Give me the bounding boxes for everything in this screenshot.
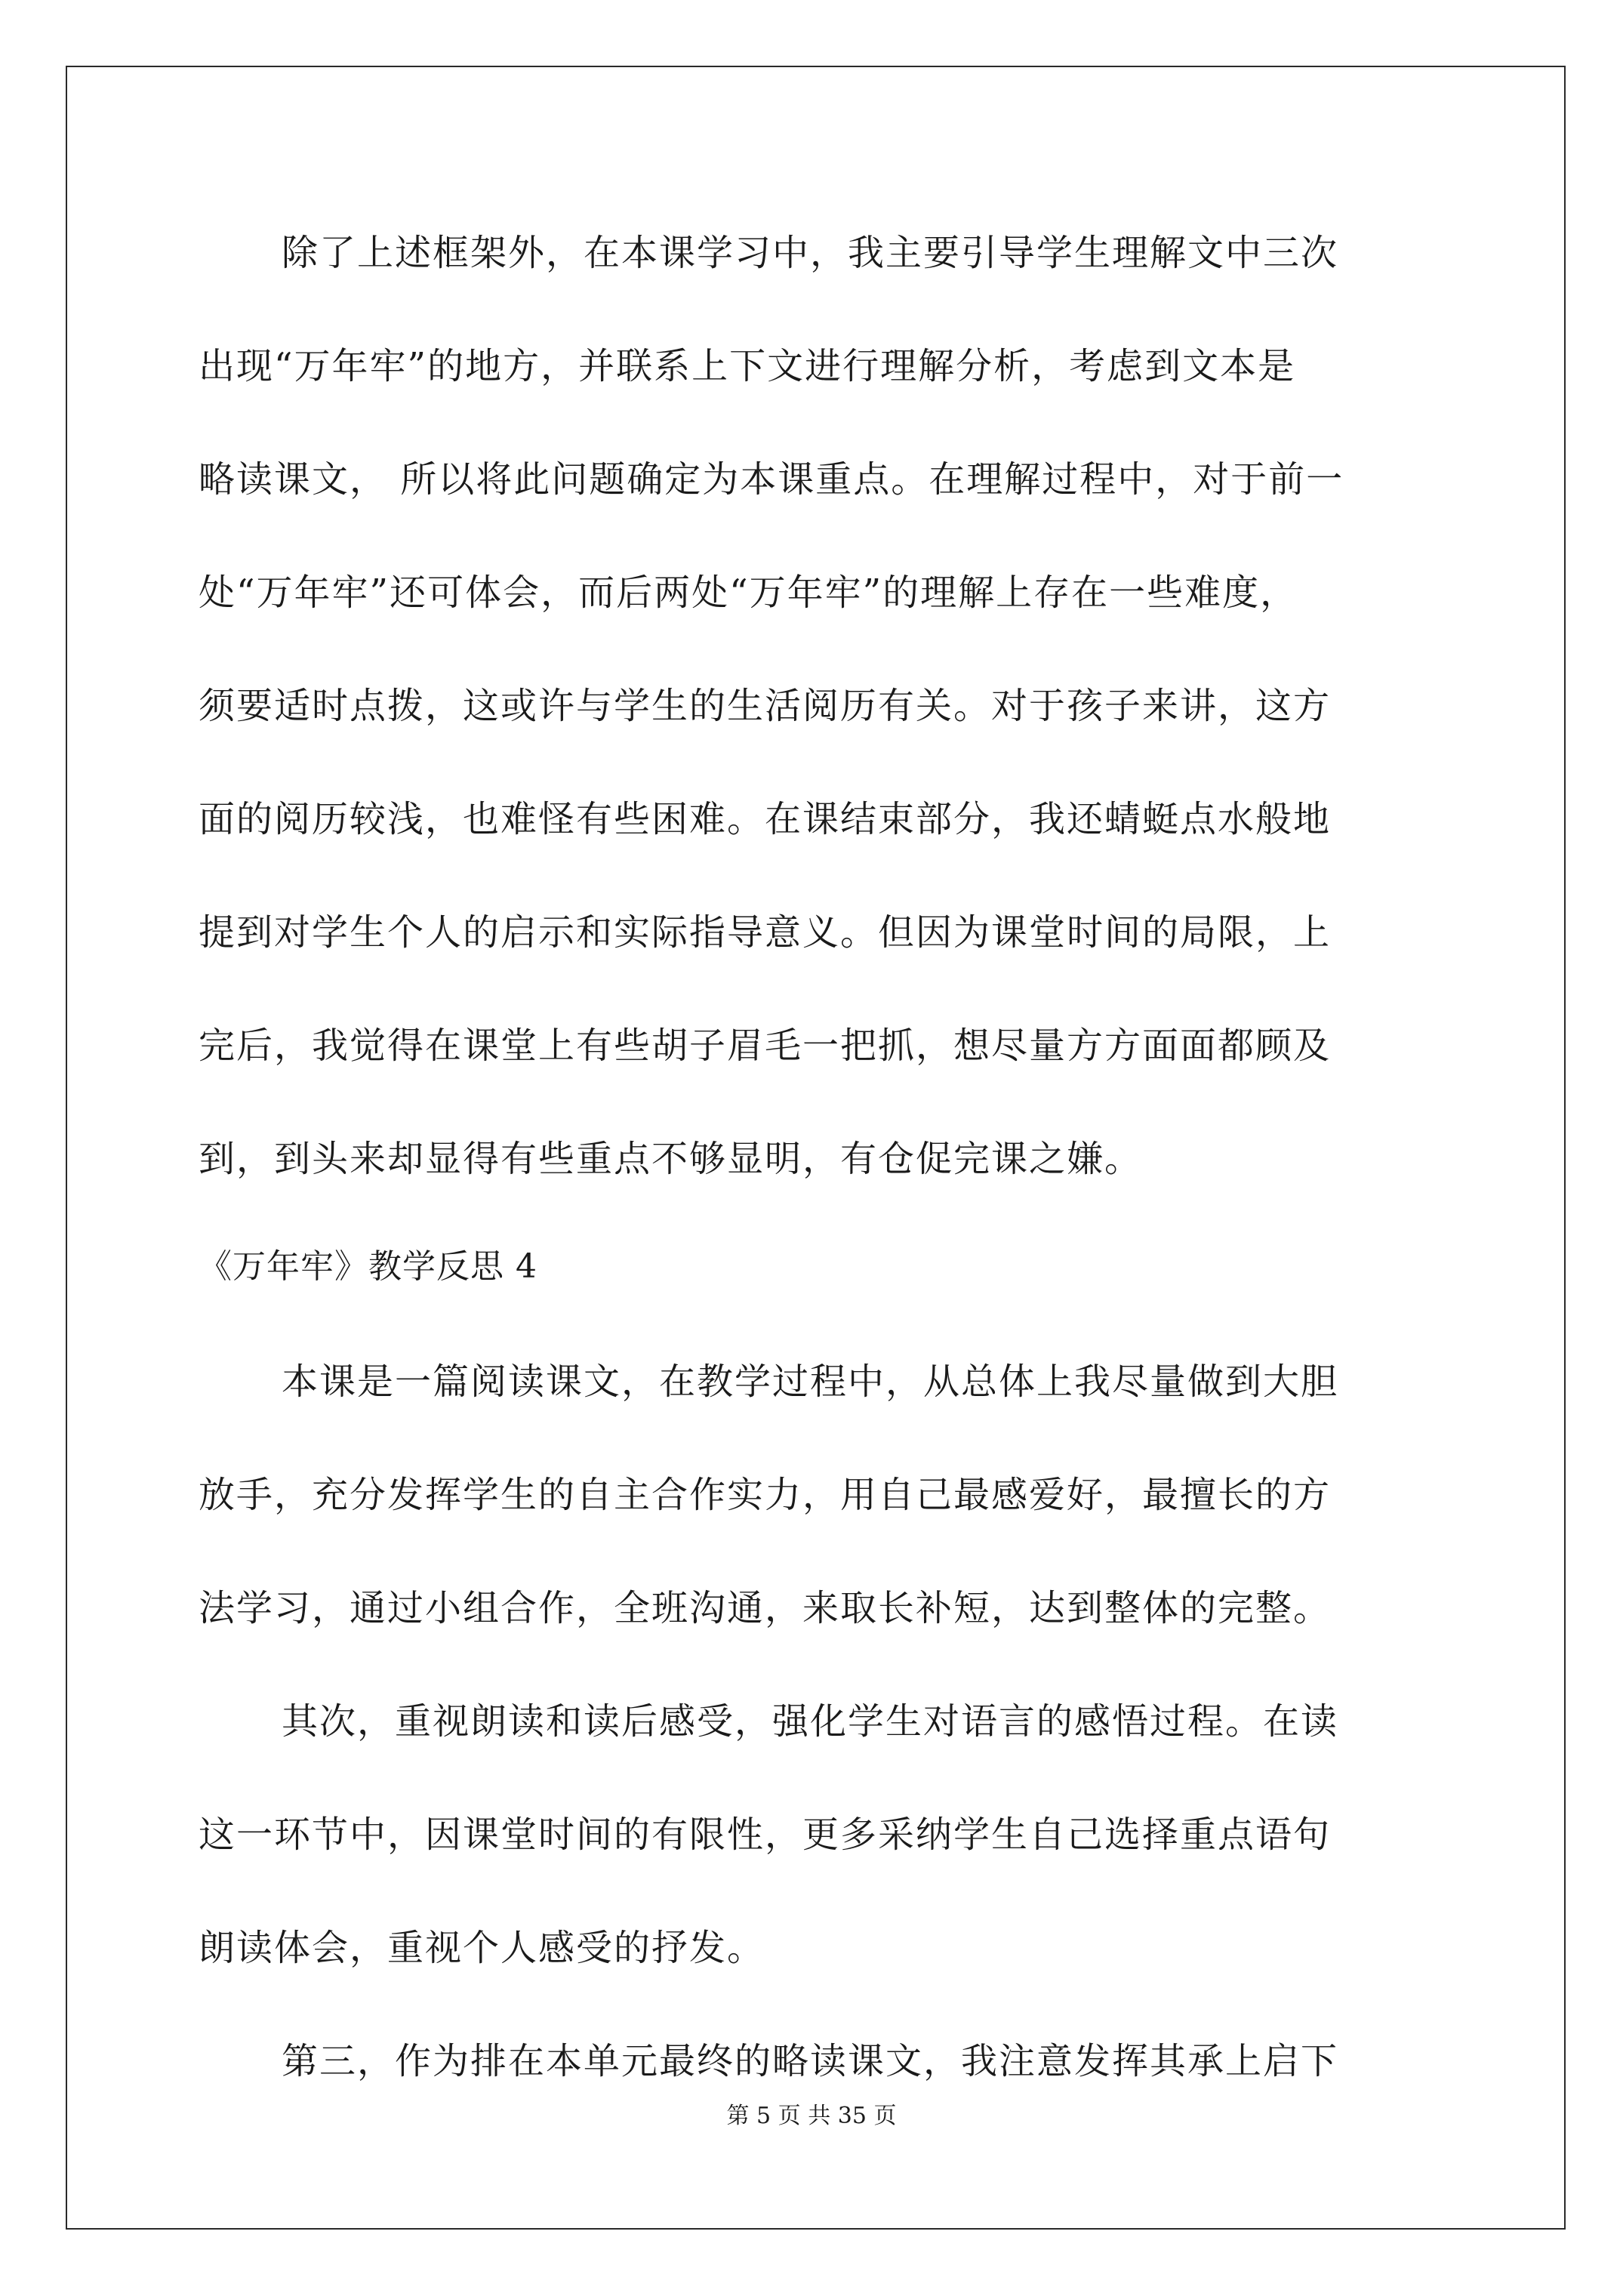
paragraph-2-line-3: 法学习，通过小组合作，全班沟通，来取长补短，达到整体的完整。 bbox=[199, 1587, 1332, 1629]
paragraph-3-line-3: 朗读体会，重视个人感受的抒发。 bbox=[199, 1927, 765, 1969]
paragraph-2-line-1: 本课是一篇阅读课文，在教学过程中，从总体上我尽量做到大胆 bbox=[282, 1361, 1339, 1403]
paragraph-1-line-8: 完后，我觉得在课堂上有些胡子眉毛一把抓，想尽量方方面面都顾及 bbox=[199, 1025, 1332, 1067]
paragraph-3-line-2: 这一环节中，因课堂时间的有限性，更多采纳学生自己选择重点语句 bbox=[199, 1814, 1332, 1856]
paragraph-1-line-9: 到，到头来却显得有些重点不够显明，有仓促完课之嫌。 bbox=[199, 1138, 1143, 1180]
paragraph-1-line-6: 面的阅历较浅，也难怪有些困难。在课结束部分，我还蜻蜓点水般地 bbox=[199, 798, 1332, 840]
paragraph-2-line-2: 放手，充分发挥学生的自主合作实力，用自己最感爱好，最擅长的方 bbox=[199, 1474, 1332, 1516]
paragraph-1-line-2: 出现“万年牢”的地方，并联系上下文进行理解分析，考虑到文本是 bbox=[199, 345, 1296, 387]
paragraph-1-line-3: 略读课文， 所以将此问题确定为本课重点。在理解过程中，对于前一 bbox=[199, 458, 1344, 501]
paragraph-1-line-5: 须要适时点拨，这或许与学生的生活阅历有关。对于孩子来讲，这方 bbox=[199, 685, 1332, 727]
paragraph-1-line-4: 处“万年牢”还可体会，而后两处“万年牢”的理解上存在一些难度， bbox=[199, 572, 1298, 614]
paragraph-1-line-1: 除了上述框架外，在本课学习中，我主要引导学生理解文中三次 bbox=[282, 232, 1339, 274]
page-number-footer: 第 5 页 共 35 页 bbox=[726, 2103, 897, 2129]
section-heading: 《万年牢》教学反思 4 bbox=[199, 1247, 537, 1286]
paragraph-3-line-1: 其次，重视朗读和读后感受，强化学生对语言的感悟过程。在读 bbox=[282, 1700, 1339, 1743]
paragraph-1-line-7: 提到对学生个人的启示和实际指导意义。但因为课堂时间的局限，上 bbox=[199, 911, 1332, 954]
paragraph-4-line-1: 第三，作为排在本单元最终的略读课文，我注意发挥其承上启下 bbox=[282, 2040, 1339, 2082]
